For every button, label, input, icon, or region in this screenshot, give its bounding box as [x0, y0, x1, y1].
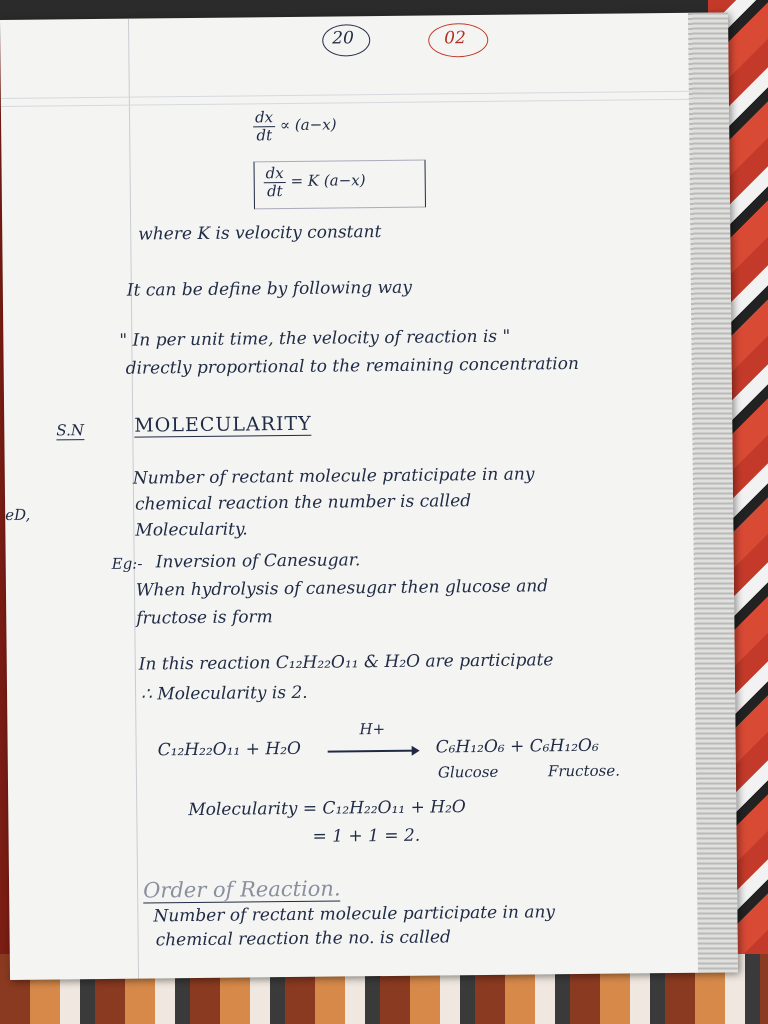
reaction-line-2: ∴ Molecularity is 2.	[140, 682, 308, 705]
molecularity-def-3: Molecularity.	[135, 519, 248, 541]
rate-rhs: ∝ (a−x)	[279, 115, 337, 135]
product-2-label: Fructose.	[547, 761, 621, 781]
margin-label: S.N	[56, 421, 85, 440]
page-number-b: 02	[444, 28, 466, 49]
catalyst: H+	[359, 720, 386, 739]
boxed-rhs: = K (a−x)	[290, 171, 366, 190]
order-heading: Order of Reaction.	[142, 876, 341, 903]
rate-proportional	[253, 108, 337, 143]
notebook-page	[0, 12, 738, 980]
order-def-2: chemical reaction the no. is called	[155, 927, 452, 951]
molecularity-def-2: chemical reaction the number is called	[134, 491, 472, 515]
molecularity-def-1: Number of rectant molecule praticipate in any	[132, 464, 535, 489]
rate-den: dt	[256, 125, 273, 144]
reactants: C₁₂H₂₂O₁₁ + H₂O	[157, 738, 302, 761]
products: C₆H₁₂O₆ + C₆H₁₂O₆	[435, 735, 599, 758]
top-rule	[1, 90, 729, 99]
eg-label: Eg:-	[111, 554, 143, 573]
order-def-1: Number of rectant molecule participate in any	[153, 902, 556, 927]
top-rule-2	[1, 98, 729, 107]
where-k-line: where K is velocity constant	[138, 222, 382, 245]
quote-line-1: " In per unit time, the velocity of reaction is "	[119, 326, 511, 351]
eg-line-2: fructose is form	[136, 607, 273, 629]
eg-line-1: When hydrolysis of canesugar then glucose and	[135, 576, 549, 601]
rate-num: dx	[253, 109, 275, 127]
molecularity-calc-1: Molecularity = C₁₂H₂₂O₁₁ + H₂O	[188, 797, 466, 821]
eg-title: Inversion of Canesugar.	[155, 550, 361, 573]
product-1-label: Glucose	[437, 762, 499, 782]
reaction-line-1: In this reaction C₁₂H₂₂O₁₁ & H₂O are participate	[138, 650, 554, 675]
quote-line-2: directly proportional to the remaining concentration	[125, 353, 579, 379]
reaction-arrow	[328, 750, 418, 752]
molecularity-heading: MOLECULARITY	[134, 412, 312, 437]
molecularity-calc-2: = 1 + 1 = 2.	[312, 825, 421, 847]
boxed-num: dx	[264, 165, 286, 183]
boxed-den: dt	[266, 181, 283, 200]
side-mark: eD,	[5, 505, 31, 524]
define-line: It can be define by following way	[126, 277, 412, 301]
page-number-a: 20	[332, 28, 354, 49]
rate-equation	[264, 164, 366, 199]
